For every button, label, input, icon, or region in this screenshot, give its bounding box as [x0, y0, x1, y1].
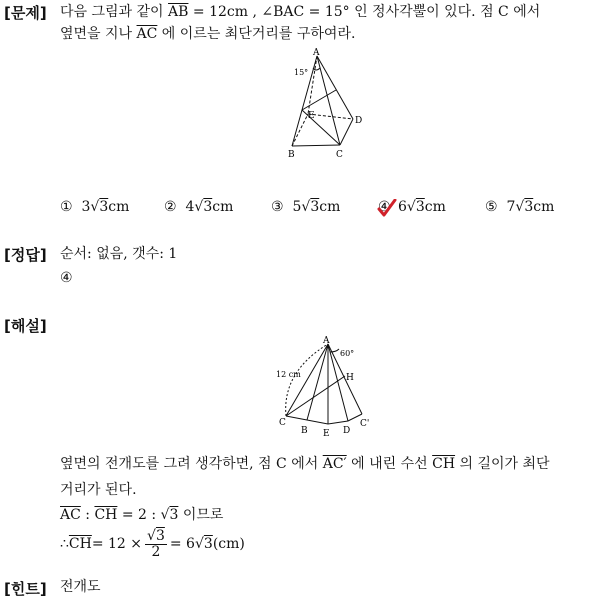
segment-ac: $\overline{AC}$: [136, 26, 158, 42]
pyramid-label-b: B: [288, 150, 295, 160]
net-label-b: B: [301, 426, 308, 436]
pyramid-figure: [280, 48, 380, 160]
explanation-line-1: 옆면의 전개도를 그려 생각하면, 점 C 에서 AC′ 에 내린 수선 $\overline{CH}$ 의 길이가 최단: [60, 456, 550, 472]
explanation-equation: ∴ $\overline{CH}$ = 12 × $\frac{√3}{2}$ = 6 √ 3 (cm): [60, 527, 245, 560]
checkmark-icon: [377, 199, 397, 217]
net-label-angle: 60°: [340, 349, 355, 358]
explanation-line-2: 거리가 된다.: [60, 482, 137, 498]
pyramid-label-e: E: [308, 111, 315, 121]
net-label-e: E: [323, 429, 330, 439]
choice-4[interactable]: ④ 6√3cm: [378, 199, 446, 215]
net-label-c-prime: C': [360, 419, 370, 429]
choice-5[interactable]: ⑤ 7√3cm: [485, 199, 555, 215]
explanation-ratio: $\overline{AC}$ : $\overline{CH} = 2$ : √3 이므로: [60, 507, 224, 523]
hint-label: [힌트]: [4, 580, 47, 598]
hint-text: 전개도: [60, 579, 101, 595]
net-label-c: C: [279, 418, 286, 428]
choice-1[interactable]: ① 3√3cm: [60, 199, 130, 215]
net-label-h: H: [346, 373, 354, 383]
problem-line-1: 다음 그림과 같이 $\overline{AB} = 12cm$ , ∠BAC = 15° 인 정사각뿔이 있다. 점 C 에서: [60, 4, 541, 20]
answer-line-1: 순서: 없음, 갯수: 1: [60, 246, 178, 262]
choice-4-number: ④: [378, 199, 391, 215]
net-figure: [270, 332, 380, 440]
net-label-a: A: [323, 336, 330, 346]
explanation-label: [해설]: [4, 317, 47, 335]
pyramid-label-a: A: [313, 48, 320, 58]
net-label-d: D: [343, 426, 351, 436]
fraction: $\frac{√3}{2}$: [147, 527, 165, 560]
pyramid-label-c: C: [336, 150, 343, 160]
choice-2[interactable]: ② 4√3cm: [164, 199, 234, 215]
segment-ab: $\overline{AB}$: [168, 4, 189, 20]
problem-line-2: 옆면을 지나 $\overline{AC}$ 에 이르는 최단거리를 구하여라.: [60, 26, 356, 42]
pyramid-label-d: D: [355, 116, 363, 126]
problem-label: [문제]: [4, 4, 47, 22]
choice-3[interactable]: ③ 5√3cm: [271, 199, 341, 215]
answer-line-2: ④: [60, 270, 73, 286]
answer-label: [정답]: [4, 246, 47, 264]
pyramid-label-angle: 15°: [294, 68, 309, 77]
net-label-length: 12 cm: [276, 370, 301, 379]
